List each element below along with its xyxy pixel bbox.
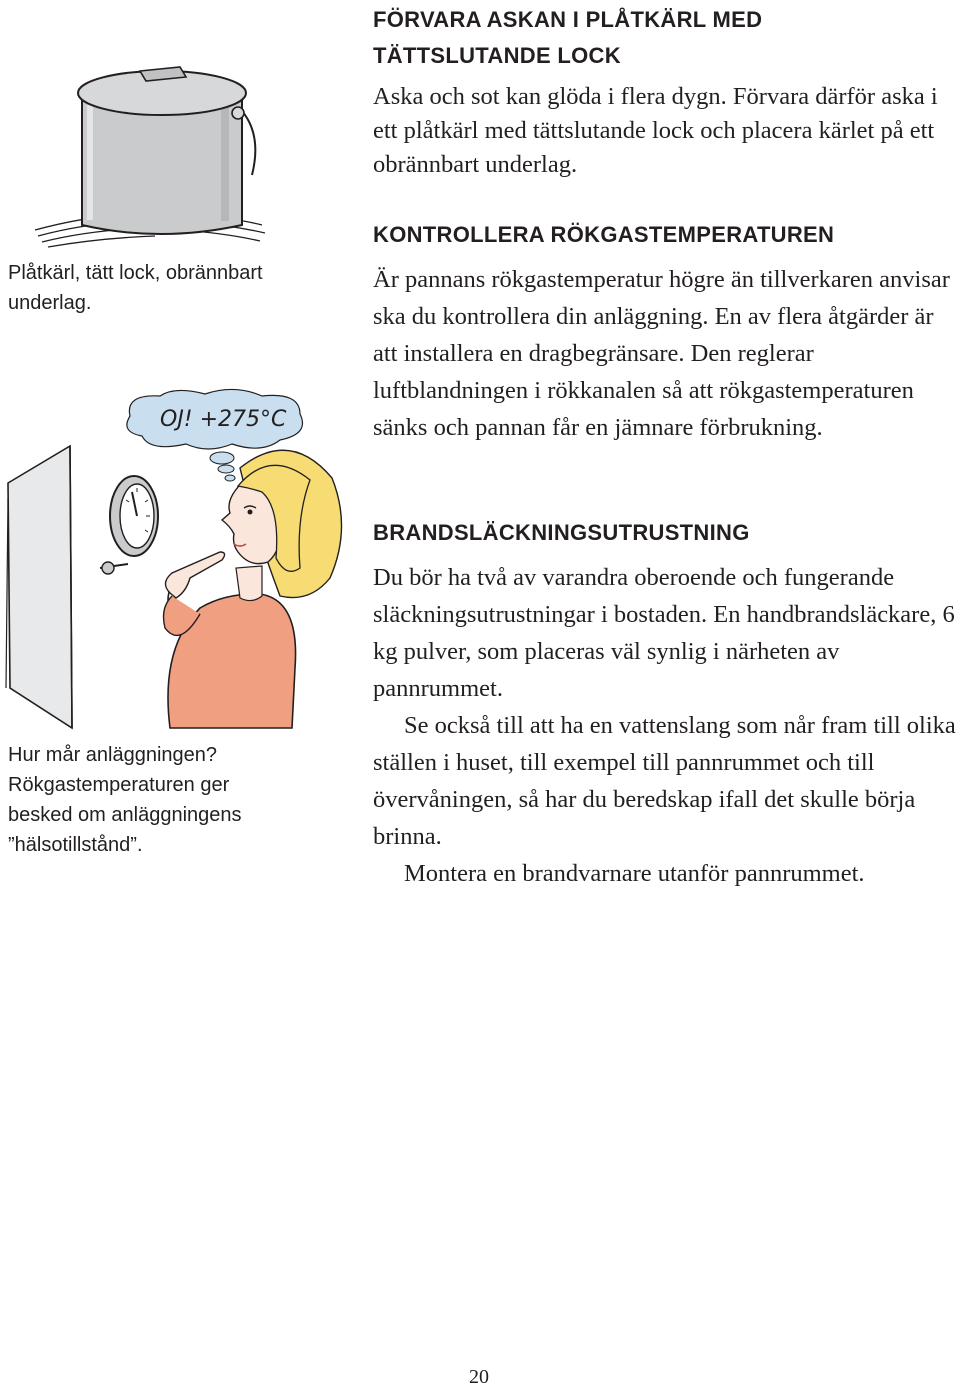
- section-body: Aska och sot kan glöda i flera dygn. Förvara därför aska i ett plåtkärl med tättslutande lock och placera kärlet på ett obrännbart underlag.: [373, 83, 938, 178]
- section-ash-storage: [373, 2, 945, 182]
- section-body: Är pannans rökgastemperatur högre än tillverkaren anvisar ska du kontrollera din anläggning. En av flera åtgärder är att installera en dragbegränsare. Den reglerar luftblandningen i rökkanalen så att rökgastemperaturen sänks och pannan får en jämnare förbrukning.: [373, 266, 950, 441]
- heading-line: FÖRVARA ASKAN I PLÅTKÄRL MED: [373, 7, 763, 32]
- section-paragraph: Du bör ha två av varandra oberoende och fungerande släckningsutrustningar i bostaden. En handbrandsläckare, 6 kg pulver, som placeras väl synlig i närheten av pannrummet.: [373, 564, 955, 702]
- bucket-illustration: [30, 55, 290, 255]
- section-heading: KONTROLLERA RÖKGASTEMPERATUREN: [373, 222, 835, 247]
- section-paragraph: Montera en brandvarnare utanför pannrummet.: [404, 860, 865, 887]
- bucket-caption: Plåtkärl, tätt lock, obrännbart underlag.: [8, 262, 263, 314]
- section-flue-gas: [373, 217, 955, 446]
- woman-caption: [8, 740, 278, 860]
- heading-line: TÄTTSLUTANDE LOCK: [373, 43, 621, 68]
- section-heading: [373, 2, 945, 74]
- section-heading: BRANDSLÄCKNINGSUTRUSTNING: [373, 520, 750, 545]
- woman-gauge-illustration: [0, 388, 360, 740]
- woman-caption-line2: Rökgastemperaturen ger besked om anläggningens ”hälsotillstånd”.: [8, 774, 242, 856]
- thought-bubble-text: OJ! +275°C: [160, 407, 287, 432]
- woman-caption-line1: Hur mår anläggningen?: [8, 744, 218, 766]
- section-fire-equipment: [373, 515, 958, 892]
- section-paragraph: Se också till att ha en vattenslang som når fram till olika ställen i huset, till exempel till pannrummet och till övervåningen, så har du beredskap ifall det skulle börja brinna.: [373, 712, 956, 850]
- page-number: 20: [469, 1366, 489, 1388]
